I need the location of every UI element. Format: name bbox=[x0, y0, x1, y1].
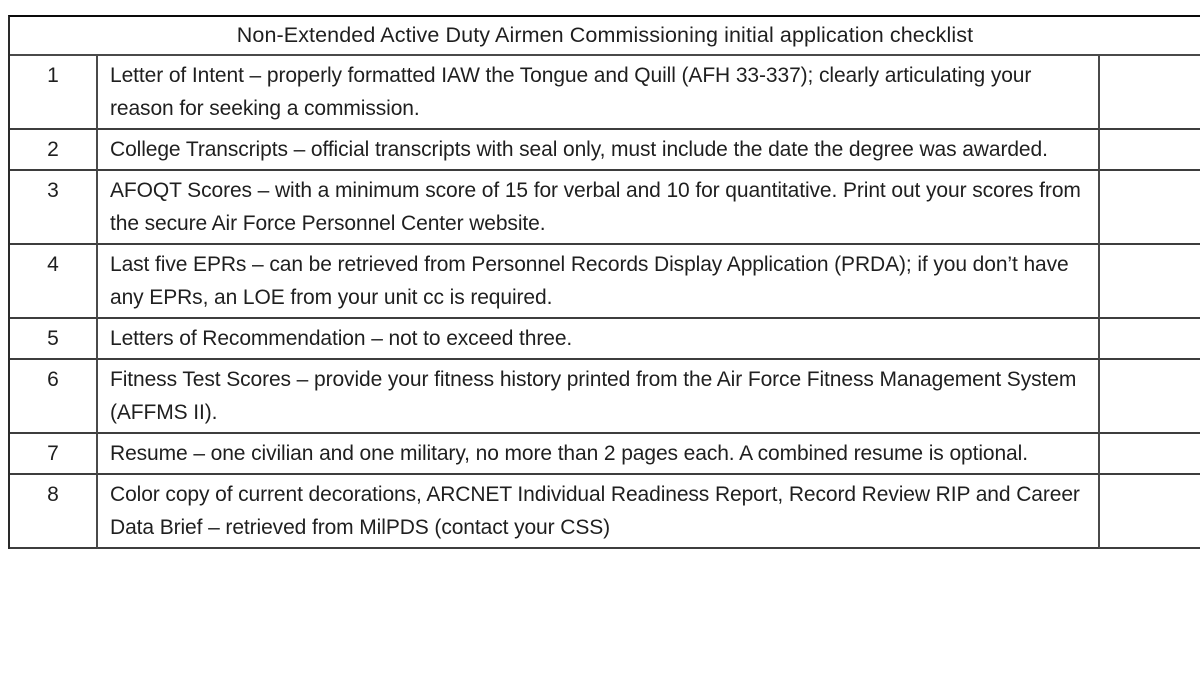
row-description: Resume – one civilian and one military, no more than 2 pages each. A combined resume is optional. bbox=[98, 434, 1100, 475]
row-description: College Transcripts – official transcripts with seal only, must include the date the degree was awarded. bbox=[98, 130, 1100, 171]
row-status-cell bbox=[1100, 360, 1200, 434]
row-status-cell bbox=[1100, 56, 1200, 130]
row-description: Last five EPRs – can be retrieved from Personnel Records Display Application (PRDA); if you don’t have any EPRs, an LOE from your unit cc is required. bbox=[98, 245, 1100, 319]
row-number: 2 bbox=[10, 130, 98, 171]
row-status-cell bbox=[1100, 434, 1200, 475]
row-number: 7 bbox=[10, 434, 98, 475]
row-status-cell bbox=[1100, 475, 1200, 549]
row-status-cell bbox=[1100, 319, 1200, 360]
row-status-cell bbox=[1100, 130, 1200, 171]
row-description: Letters of Recommendation – not to exceed three. bbox=[98, 319, 1100, 360]
row-number: 5 bbox=[10, 319, 98, 360]
row-status-cell bbox=[1100, 245, 1200, 319]
row-number: 8 bbox=[10, 475, 98, 549]
row-number: 6 bbox=[10, 360, 98, 434]
row-description: Fitness Test Scores – provide your fitness history printed from the Air Force Fitness Management System (AFFMS II). bbox=[98, 360, 1100, 434]
row-number: 1 bbox=[10, 56, 98, 130]
row-number: 3 bbox=[10, 171, 98, 245]
checklist-title: Non-Extended Active Duty Airmen Commissioning initial application checklist bbox=[10, 17, 1200, 56]
row-number: 4 bbox=[10, 245, 98, 319]
row-description: AFOQT Scores – with a minimum score of 15 for verbal and 10 for quantitative. Print out your scores from the secure Air Force Personnel Center website. bbox=[98, 171, 1100, 245]
row-description: Color copy of current decorations, ARCNET Individual Readiness Report, Record Review RIP and Career Data Brief – retrieved from MilPDS (contact your CSS) bbox=[98, 475, 1100, 549]
row-status-cell bbox=[1100, 171, 1200, 245]
checklist-table bbox=[8, 15, 1200, 549]
row-description: Letter of Intent – properly formatted IAW the Tongue and Quill (AFH 33-337); clearly articulating your reason for seeking a commission. bbox=[98, 56, 1100, 130]
